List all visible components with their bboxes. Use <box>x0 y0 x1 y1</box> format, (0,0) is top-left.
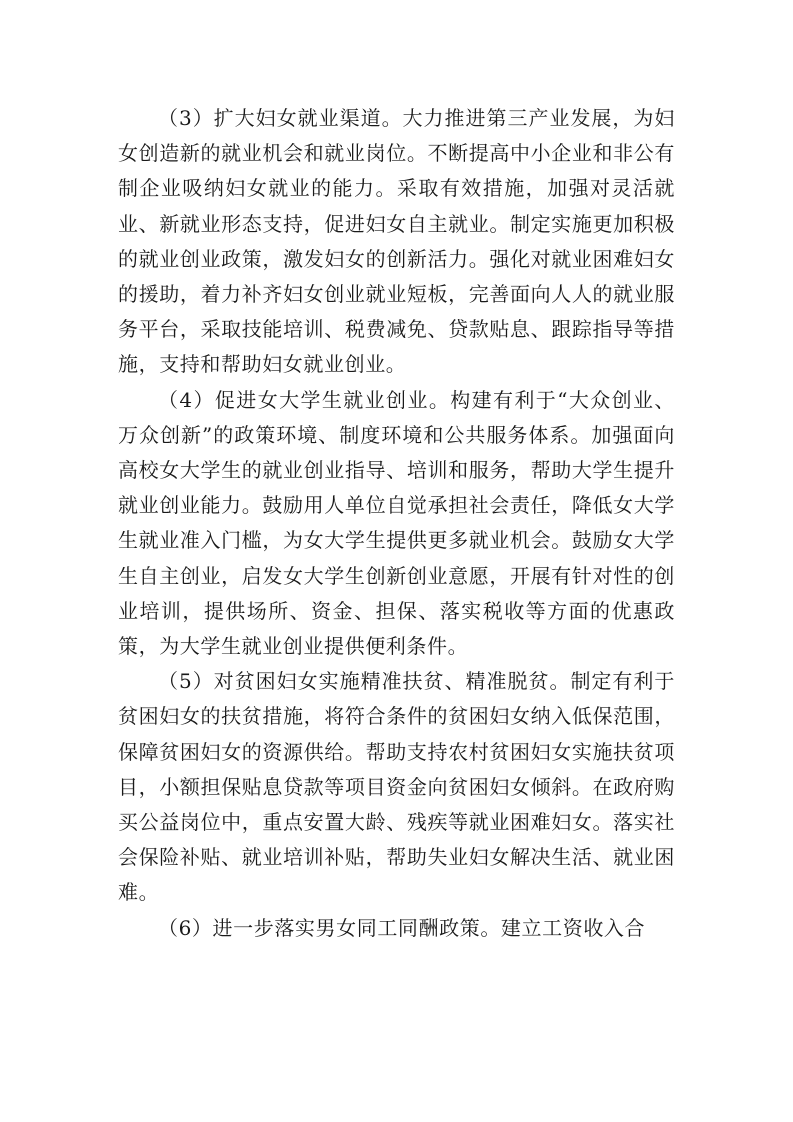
paragraph-5-poverty-alleviation: （5）对贫困妇女实施精准扶贫、精准脱贫。制定有利于贫困妇女的扶贫措施，将符合条件的贫困妇女纳入低保范围，保障贫困妇女的资源供给。帮助支持农村贫困妇女实施扶贫项目，小额担保贴息贷款等项目资金向贫困妇女倾斜。在政府购买公益岗位中，重点安置大龄、残疾等就业困难妇女。落实社会保险补贴、就业培训补贴，帮助失业妇女解决生活、就业困难。 <box>118 669 675 905</box>
document-body <box>118 101 675 946</box>
paragraph-3-expand-employment-channels: （3）扩大妇女就业渠道。大力推进第三产业发展，为妇女创造新的就业机会和就业岗位。不断提高中小企业和非公有制企业吸纳妇女就业的能力。采取有效措施，加强对灵活就业、新就业形态支持，促进妇女自主就业。制定实施更加积极的就业创业政策，激发妇女的创新活力。强化对就业困难妇女的援助，着力补齐妇女创业就业短板，完善面向人人的就业服务平台，采取技能培训、税费减免、贷款贴息、跟踪指导等措施，支持和帮助妇女就业创业。 <box>118 106 675 377</box>
paragraph-4-female-graduate-employment: （4）促进女大学生就业创业。构建有利于“大众创业、万众创新”的政策环境、制度环境和公共服务体系。加强面向高校女大学生的就业创业指导、培训和服务，帮助大学生提升就业创业能力。鼓励用人单位自觉承担社会责任，降低女大学生就业准入门槛，为女大学生提供更多就业机会。鼓励女大学生自主创业，启发女大学生创新创业意愿，开展有针对性的创业培训，提供场所、资金、担保、落实税收等方面的优惠政策，为大学生就业创业提供便利条件。 <box>118 387 675 659</box>
paragraph-6-equal-pay: （6）进一步落实男女同工同酬政策。建立工资收入合 <box>158 915 646 940</box>
